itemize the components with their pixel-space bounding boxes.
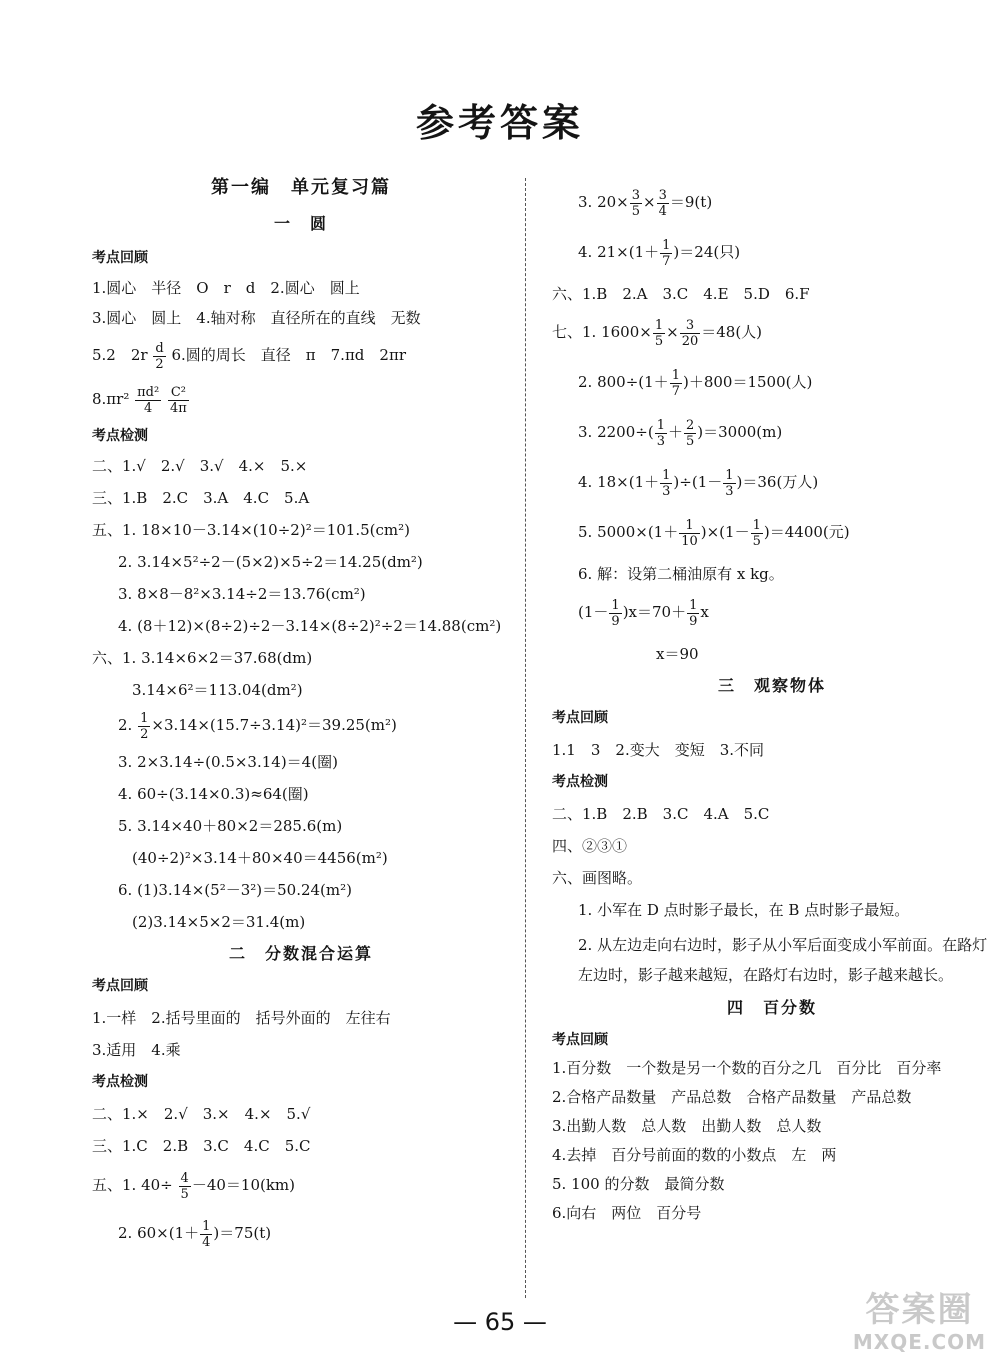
answer-line: 1.圆心 半径 O r d 2.圆心 圆上	[92, 279, 360, 297]
test-heading: 考点检测	[552, 774, 608, 790]
fraction: $\frac{1}{5}$	[752, 517, 761, 549]
watermark-text: 答案圈	[865, 1290, 974, 1330]
fraction: $\frac{1}{4}$	[202, 1218, 211, 1250]
answer-line: 七、1. 1600× $\frac{1}{5}$ × $\frac{3}{20}$ ＝48(人)	[552, 317, 763, 349]
answer-line: 2. $\frac{1}{2}$ ×3.14×(15.7÷3.14)²＝39.25(m²)	[118, 710, 397, 742]
part-heading: 第一编 单元复习篇	[211, 177, 391, 198]
answer-line: 二、1.× 2.√ 3.× 4.× 5.√	[92, 1105, 311, 1123]
answer-line: 五、1. 40÷ $\frac{4}{5}$ －40＝10(km)	[92, 1170, 296, 1202]
answer-line: 三、1.C 2.B 3.C 4.C 5.C	[92, 1137, 311, 1155]
page-title: 参考答案	[415, 101, 584, 145]
answer-line: 三、1.B 2.C 3.A 4.C 5.A	[92, 489, 310, 507]
answer-line: 3. 8×8－8²×3.14÷2＝13.76(cm²)	[118, 585, 366, 603]
fraction: $\frac{1}{10}$	[681, 517, 698, 549]
answer-line: 3. 2×3.14÷(0.5×3.14)＝4(圈)	[118, 753, 338, 771]
fraction: $\frac{d}{2}$	[155, 340, 164, 372]
answer-line: 4. 60÷(3.14×0.3)≈64(圈)	[118, 785, 309, 803]
answer-line: 二、1.B 2.B 3.C 4.A 5.C	[552, 805, 770, 823]
answer-line: 4.去掉 百分号前面的数的小数点 左 两	[552, 1146, 837, 1164]
fraction: $\frac{1}{3}$	[662, 467, 671, 499]
answer-line: 8.πr² $\frac{\text{πd²}}{4}$ $\frac{\text{C²}}{4\pi}$	[92, 384, 187, 416]
fraction: $\frac{\text{C²}}{4\pi}$	[170, 384, 187, 416]
fraction: $\frac{1}{3}$	[725, 467, 734, 499]
test-heading: 考点检测	[92, 1074, 148, 1090]
watermark-logo	[847, 1290, 992, 1365]
section-title-fractions: 二 分数混合运算	[228, 944, 373, 963]
section-title-percent: 四 百分数	[726, 998, 817, 1017]
answer-line: 二、1.√ 2.√ 3.√ 4.× 5.×	[92, 457, 308, 475]
section-title-observe: 三 观察物体	[717, 676, 826, 695]
answer-line: 3.14×6²＝113.04(dm²)	[132, 681, 303, 699]
fraction: $\frac{3}{4}$	[658, 187, 667, 219]
answer-line: 1. 小军在 D 点时影子最长，在 B 点时影子最短。	[578, 901, 910, 919]
fraction: $\frac{3}{5}$	[631, 187, 641, 219]
fraction: $\frac{1}{7}$	[671, 367, 680, 399]
review-heading: 考点回顾	[92, 250, 148, 266]
answer-line: 3.适用 4.乘	[92, 1041, 181, 1059]
watermark-url: MXQE.COM	[852, 1330, 987, 1354]
fraction: $\frac{1}{3}$	[656, 417, 665, 449]
answer-line: 5. 5000×(1＋ $\frac{1}{10}$ )×(1－ $\frac{1}{5}$ )＝4400(元)	[578, 517, 850, 549]
answer-line: 3.出勤人数 总人数 出勤人数 总人数	[552, 1117, 822, 1135]
answer-line: 1.1 3 2.变大 变短 3.不同	[552, 741, 765, 759]
answer-line: 2. 从左边走向右边时，影子从小军后面变成小军前面。在路灯左边时，影子越来越短，在路灯右边时，影子越来越长。	[578, 936, 988, 984]
left-column	[92, 178, 510, 1250]
answer-line: 6.向右 两位 百分号	[552, 1204, 702, 1222]
answer-line: 五、1. 18×10－3.14×(10÷2)²＝101.5(cm²)	[92, 521, 410, 539]
answer-line: 1.一样 2.括号里面的 括号外面的 左往右	[92, 1009, 391, 1027]
review-heading: 考点回顾	[552, 710, 608, 726]
answer-line: 2. 3.14×5²÷2－(5×2)×5÷2＝14.25(dm²)	[118, 553, 423, 571]
answer-line: 5. 100 的分数 最简分数	[552, 1175, 725, 1193]
answer-line: x＝90	[656, 645, 699, 663]
answer-line: (1－ $\frac{1}{9}$ )x＝70＋ $\frac{1}{9}$ x	[578, 597, 709, 629]
answer-line: 3. 20× $\frac{3}{5}$ × $\frac{3}{4}$ ＝9(t)	[578, 187, 713, 219]
answer-line: 4. 18×(1＋ $\frac{1}{3}$ )÷(1－ $\frac{1}{3}$ )＝36(万人)	[578, 467, 819, 499]
answer-line: 六、1.B 2.A 3.C 4.E 5.D 6.F	[552, 285, 810, 303]
fraction: $\frac{1}{5}$	[654, 317, 664, 349]
answer-line: 四、②③①	[552, 837, 628, 855]
fraction: $\frac{\text{πd²}}{4}$	[137, 384, 160, 416]
answer-line: 3.圆心 圆上 4.轴对称 直径所在的直线 无数	[92, 309, 421, 327]
answer-line: 2. 800÷(1＋ $\frac{1}{7}$ )＋800＝1500(人)	[578, 367, 813, 399]
answer-line: 2. 60×(1＋ $\frac{1}{4}$ )＝75(t)	[118, 1218, 272, 1250]
fraction: $\frac{1}{9}$	[689, 597, 698, 629]
answer-line: 4. (8＋12)×(8÷2)÷2－3.14×(8÷2)²÷2＝14.88(cm²)	[118, 617, 502, 635]
fraction: $\frac{1}{7}$	[662, 237, 671, 269]
answer-line: (2)3.14×5×2＝31.4(m)	[132, 913, 306, 931]
answer-line: 六、画图略。	[552, 869, 643, 887]
fraction: $\frac{1}{9}$	[611, 597, 620, 629]
answer-line: (40÷2)²×3.14＋80×40＝4456(m²)	[132, 849, 388, 867]
answer-line: 六、1. 3.14×6×2＝37.68(dm)	[92, 649, 313, 667]
review-heading: 考点回顾	[552, 1032, 608, 1048]
answer-line: 1.百分数 一个数是另一个数的百分之几 百分比 百分率	[552, 1059, 942, 1077]
answer-line: 5.2 2r $\frac{d}{2}$ 6.圆的周长 直径 π 7.πd 2πr	[92, 340, 406, 372]
test-heading: 考点检测	[92, 428, 148, 444]
review-heading: 考点回顾	[92, 978, 148, 994]
answer-line: 5. 3.14×40＋80×2＝285.6(m)	[118, 817, 343, 835]
answer-line: 6. 解：设第二桶油原有 x kg。	[578, 565, 784, 583]
answer-line: 2.合格产品数量 产品总数 合格产品数量 产品总数	[552, 1088, 912, 1106]
right-column	[552, 178, 992, 1223]
answer-line: 4. 21×(1＋ $\frac{1}{7}$ )＝24(只)	[578, 237, 741, 269]
answer-line: 3. 2200÷( $\frac{1}{3}$ ＋ $\frac{2}{5}$ )＝3000(m)	[578, 417, 783, 449]
section-title-circle: 一 圆	[273, 214, 328, 233]
fraction: $\frac{1}{2}$	[140, 710, 149, 742]
answer-line: 6. (1)3.14×(5²－3²)＝50.24(m²)	[118, 881, 352, 899]
column-divider	[525, 178, 526, 1298]
page-number: — 65 —	[453, 1308, 547, 1336]
fraction: $\frac{4}{5}$	[180, 1170, 189, 1202]
fraction: $\frac{2}{5}$	[685, 417, 695, 449]
fraction: $\frac{3}{20}$	[681, 317, 699, 349]
